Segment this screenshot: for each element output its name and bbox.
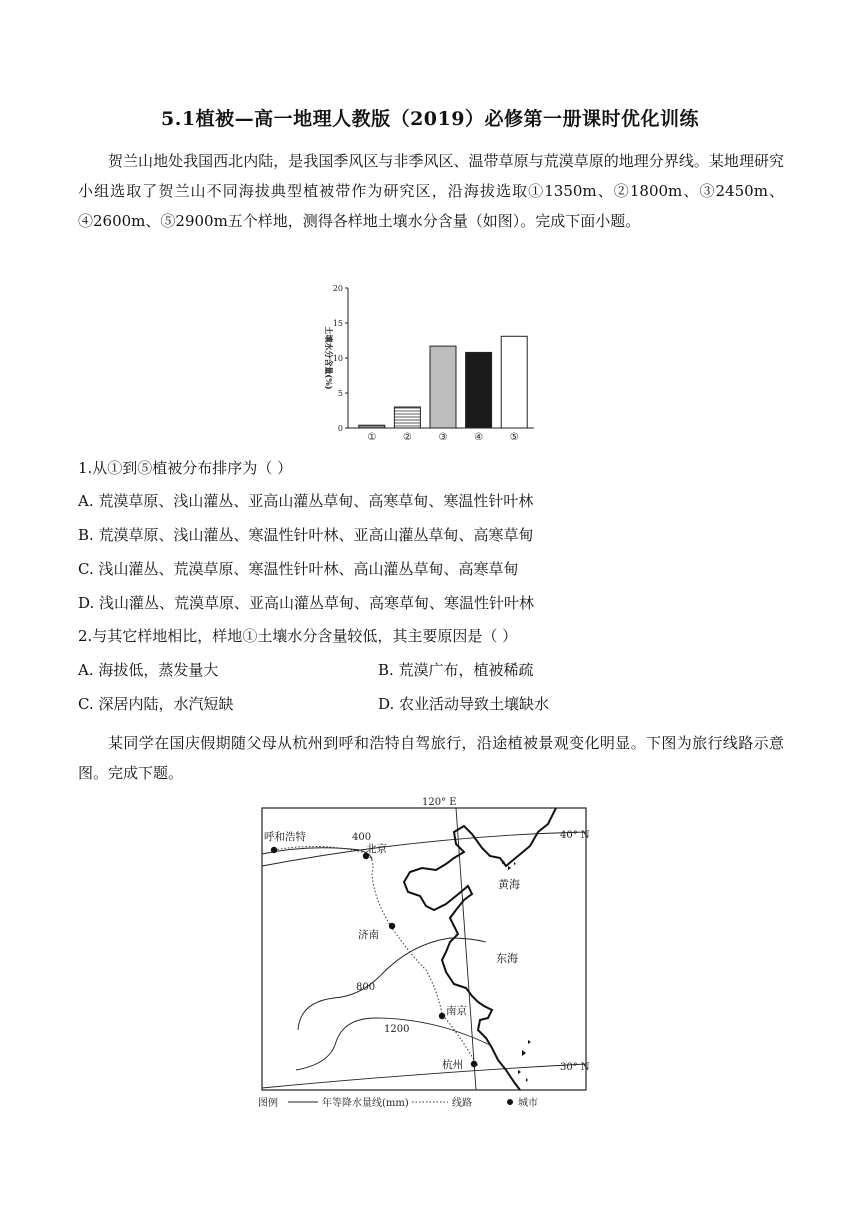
- legend-isohyet-label: 年等降水量线(mm): [322, 1098, 409, 1109]
- q1-stem: 1.从①到⑤植被分布排序为（ ）: [78, 459, 293, 477]
- route-map: [250, 792, 604, 1114]
- city-label-jinan: 济南: [358, 929, 379, 941]
- legend-city-swatch: [507, 1099, 513, 1105]
- bar-3: [430, 346, 456, 428]
- y-tick-label: 15: [332, 319, 343, 328]
- isohyet-label-800: 800: [356, 982, 376, 993]
- q2-option-c: C. 深居内陆，水汽短缺: [78, 695, 234, 713]
- y-axis-label: 土壤水分含量(%): [324, 326, 334, 390]
- soil-moisture-chart: [300, 272, 540, 448]
- city-hohhot: [271, 847, 277, 853]
- parallel-40n: [262, 832, 586, 866]
- y-tick-label: 20: [332, 284, 343, 293]
- q2-option-b: B. 荒漠广布，植被稀疏: [378, 661, 534, 679]
- legend-prefix: 图例: [258, 1098, 278, 1109]
- map-frame: [262, 808, 586, 1090]
- city-label-nanjing: 南京: [446, 1005, 467, 1017]
- q2-stem: 2.与其它样地相比，样地①土壤水分含量较低，其主要原因是（ ）: [78, 627, 518, 645]
- coastline: [404, 808, 556, 1090]
- lat-bottom-label: 30° N: [560, 1062, 590, 1073]
- isohyet-label-1200: 1200: [384, 1024, 410, 1035]
- passage-2: 某同学在国庆假期随父母从杭州到呼和浩特自驾旅行，沿途植被景观变化明显。下图为旅行线路示意图。完成下题。: [78, 734, 784, 782]
- x-tick-label: ②: [402, 432, 412, 443]
- q2-option-d: D. 农业活动导致土壤缺水: [378, 695, 550, 713]
- parallel-30n: [262, 1064, 586, 1088]
- q2-option-a: A. 海拔低，蒸发量大: [78, 661, 219, 679]
- q1-option-a: A. 荒漠草原、浅山灌丛、亚高山灌丛草甸、高寒草甸、寒温性针叶林: [78, 492, 534, 510]
- q1-option-b: B. 荒漠草原、浅山灌丛、寒温性针叶林、亚高山灌丛草甸、高寒草甸: [78, 526, 534, 544]
- city-hangzhou: [471, 1061, 477, 1067]
- city-nanjing: [439, 1013, 445, 1019]
- passage-1: 贺兰山地处我国西北内陆，是我国季风区与非季风区、温带草原与荒漠草原的地理分界线。某地理研究小组选取了贺兰山不同海拔典型植被带作为研究区，沿海拔选取①1350m、②1800m、③2450m、④2600m、⑤2900m五个样地，测得各样地土壤水分含量（如图）。完成下面小题。: [78, 152, 784, 230]
- legend-route-label: 线路: [452, 1098, 472, 1109]
- bar-5: [501, 336, 527, 428]
- x-tick-label: ③: [438, 432, 448, 443]
- bar-4: [466, 352, 492, 428]
- coast-islands: [502, 860, 531, 1082]
- city-jinan: [389, 923, 395, 929]
- q1-option-c: C. 浅山灌丛、荒漠草原、寒温性针叶林、高山灌丛草甸、高寒草甸: [78, 560, 519, 578]
- page-title: 5.1植被—高一地理人教版（2019）必修第一册课时优化训练: [161, 108, 699, 130]
- y-tick-label: 0: [337, 424, 343, 433]
- legend-city-label: 城市: [518, 1098, 538, 1109]
- bar-1: [359, 425, 385, 428]
- city-label-hohhot: 呼和浩特: [264, 831, 306, 843]
- y-tick-label: 10: [332, 354, 343, 363]
- q1-option-d: D. 浅山灌丛、荒漠草原、亚高山灌丛草甸、高寒草甸、寒温性针叶林: [78, 594, 535, 612]
- x-tick-label: ①: [367, 432, 377, 443]
- x-tick-label: ⑤: [509, 432, 519, 443]
- route-line: [274, 846, 478, 1065]
- city-label-hangzhou: 杭州: [442, 1059, 463, 1071]
- bar-2: [394, 407, 420, 428]
- sea-label-yellow: 黄海: [498, 878, 520, 891]
- lon-label: 120° E: [422, 797, 457, 808]
- isohyet-label-400: 400: [352, 832, 372, 843]
- y-tick-label: 5: [337, 389, 343, 398]
- city-label-beijing: 北京: [366, 843, 387, 855]
- sea-label-east: 东海: [496, 952, 518, 965]
- lat-top-label: 40° N: [560, 830, 590, 841]
- x-tick-label: ④: [474, 432, 484, 443]
